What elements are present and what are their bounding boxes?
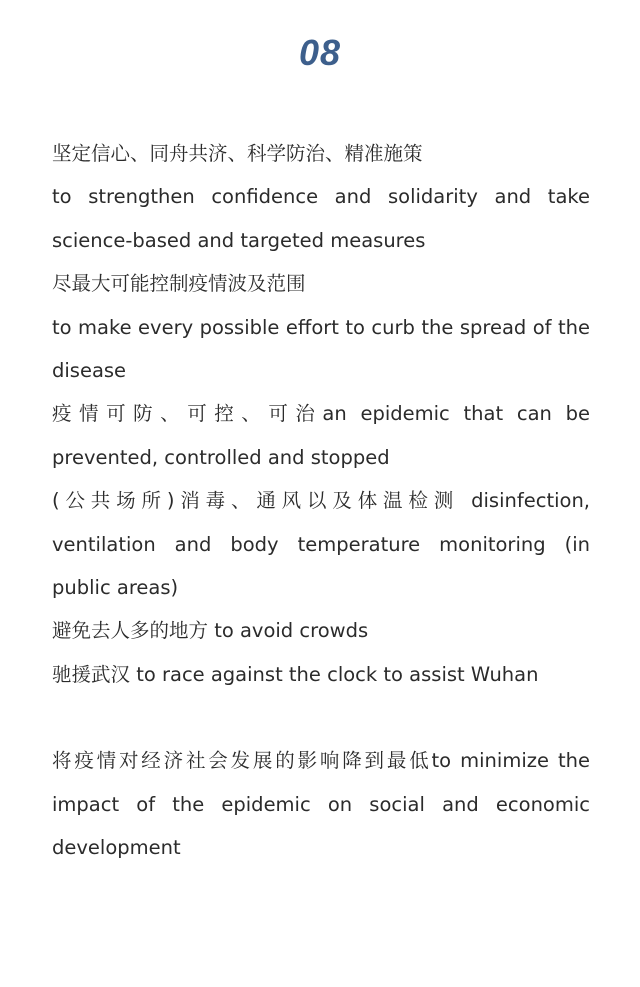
paragraph-spacer [52, 696, 590, 739]
phrase-entry: 坚定信心、同舟共济、科学防治、精准施策 [52, 142, 423, 165]
phrase-list [52, 132, 590, 870]
phrase-entry: 疫情可防、可控、可治an epidemic that can be prevented, controlled and stopped [52, 402, 590, 469]
phrase-entry: 避免去人多的地方 to avoid crowds [52, 619, 369, 643]
phrase-entry: 驰援武汉 to race against the clock to assist Wuhan [52, 662, 539, 686]
phrase-entry: 将疫情对经济社会发展的影响降到最低to minimize the impact of the epidemic on social and economic development [52, 749, 590, 860]
page-number: 08 [298, 32, 342, 73]
phrase-entry: (公共场所)消毒、通风以及体温检测 disinfection, ventilation and body temperature monitoring (in public areas) [52, 489, 590, 600]
phrase-entry: to strengthen confidence and solidarity and take science-based and targeted measures [52, 185, 590, 252]
phrase-entry: 尽最大可能控制疫情波及范围 [52, 272, 306, 296]
phrase-entry: to make every possible effort to curb the spread of the disease [52, 315, 590, 383]
